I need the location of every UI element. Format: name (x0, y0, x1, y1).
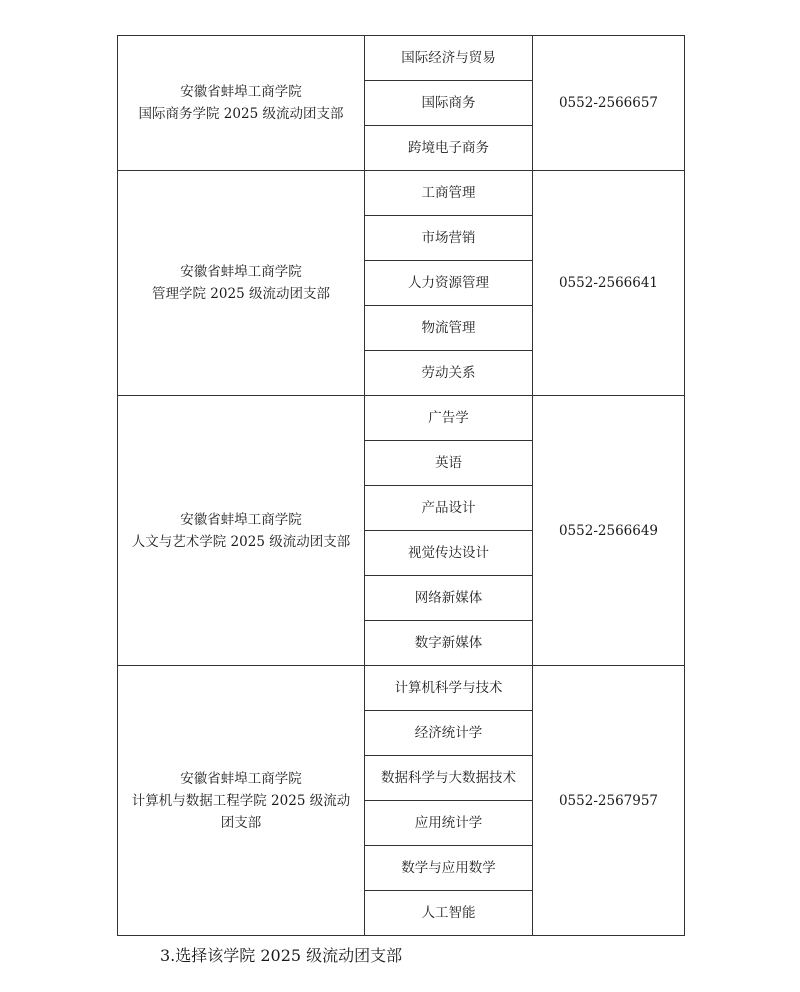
major-cell: 工商管理 (365, 171, 533, 216)
branch-name-line: 安徽省蚌埠工商学院 (180, 511, 302, 528)
major-cell: 国际经济与贸易 (365, 36, 533, 81)
step-instruction: 3.选择该学院 2025 级流动团支部 (160, 946, 403, 965)
branch-name-line: 团支部 (220, 814, 262, 831)
major-cell: 网络新媒体 (365, 576, 533, 621)
branch-name-line: 安徽省蚌埠工商学院 (180, 770, 302, 787)
phone-cell: 0552-2566657 (533, 36, 685, 171)
phone-cell: 0552-2567957 (533, 666, 685, 936)
branch-name-cell (118, 666, 365, 936)
phone-cell: 0552-2566649 (533, 396, 685, 666)
phone-cell: 0552-2566641 (533, 171, 685, 396)
branch-name-cell (118, 396, 365, 666)
major-cell: 跨境电子商务 (365, 126, 533, 171)
branch-name-cell (118, 36, 365, 171)
major-cell: 英语 (365, 441, 533, 486)
major-cell: 国际商务 (365, 81, 533, 126)
branch-name-cell (118, 171, 365, 396)
major-cell: 数学与应用数学 (365, 846, 533, 891)
major-cell: 经济统计学 (365, 711, 533, 756)
branch-name-line: 安徽省蚌埠工商学院 (180, 264, 302, 280)
major-cell: 劳动关系 (365, 351, 533, 396)
major-cell: 市场营销 (365, 216, 533, 261)
branch-name-line: 国际商务学院 2025 级流动团支部 (138, 106, 344, 122)
table-row (118, 171, 685, 216)
major-cell: 视觉传达设计 (365, 531, 533, 576)
major-cell: 应用统计学 (365, 801, 533, 846)
major-cell: 数字新媒体 (365, 621, 533, 666)
table-row (118, 36, 685, 81)
branch-name-line: 管理学院 2025 级流动团支部 (152, 286, 330, 302)
major-cell: 物流管理 (365, 306, 533, 351)
branch-name-line: 计算机与数据工程学院 2025 级流动 (131, 792, 351, 809)
major-cell: 数据科学与大数据技术 (365, 756, 533, 801)
branch-name-line: 人文与艺术学院 2025 级流动团支部 (131, 533, 351, 550)
major-cell: 人工智能 (365, 891, 533, 936)
table-body (118, 36, 685, 936)
table-row (118, 666, 685, 711)
branch-name-line: 安徽省蚌埠工商学院 (180, 84, 302, 100)
major-cell: 计算机科学与技术 (365, 666, 533, 711)
major-cell: 广告学 (365, 396, 533, 441)
major-cell: 人力资源管理 (365, 261, 533, 306)
major-cell: 产品设计 (365, 486, 533, 531)
table-row (118, 396, 685, 441)
branch-contact-table (117, 35, 685, 936)
